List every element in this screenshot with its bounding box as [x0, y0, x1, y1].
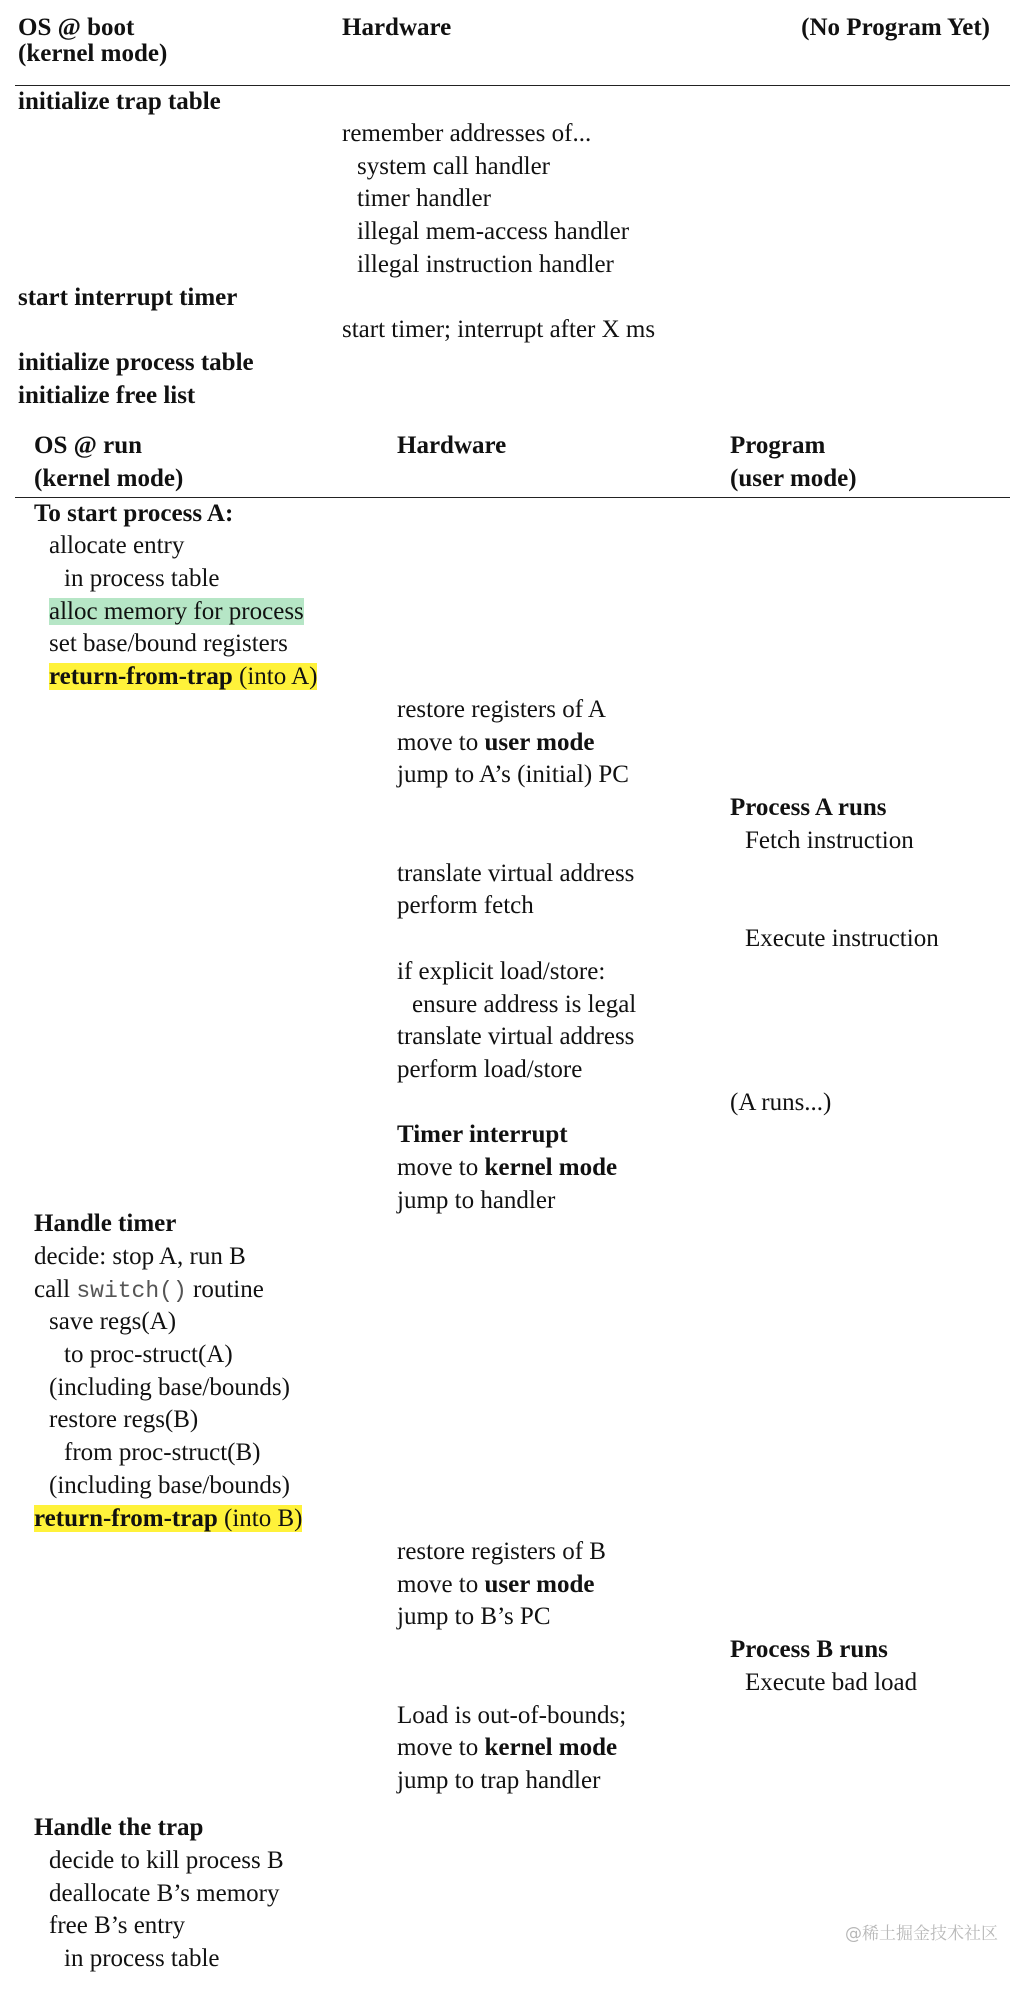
os-row: from proc-struct(B): [64, 1439, 261, 1466]
yellow-highlight: [34, 1505, 302, 1532]
run-os-header: OS @ run: [34, 432, 143, 459]
os-row: to proc-struct(A): [64, 1341, 233, 1368]
hw-row: jump to A’s (initial) PC: [397, 761, 629, 788]
os-row: restore regs(B): [49, 1406, 199, 1433]
prog-row: (A runs...): [730, 1089, 832, 1116]
prog-row: Execute bad load: [745, 1669, 918, 1696]
hw-row: translate virtual address: [397, 1023, 635, 1050]
run-program-header: Program: [730, 432, 826, 459]
os-row: free B’s entry: [49, 1912, 186, 1939]
boot-hw-row: remember addresses of...: [342, 120, 592, 147]
call-prefix: call: [34, 1276, 77, 1303]
os-row: [49, 596, 304, 628]
boot-hw-row: illegal instruction handler: [357, 251, 614, 278]
hw-row: [397, 1732, 617, 1764]
os-row: set base/bound registers: [49, 630, 288, 657]
boot-program-header: (No Program Yet): [801, 14, 990, 41]
os-row: save regs(A): [49, 1308, 177, 1335]
os-row: deallocate B’s memory: [49, 1880, 280, 1907]
boot-os-row: initialize trap table: [18, 88, 221, 115]
os-row: in process table: [64, 565, 220, 592]
boot-hw-row: illegal mem-access handler: [357, 218, 630, 245]
hw-text: move to: [397, 1734, 485, 1761]
hw-timer-interrupt: Timer interrupt: [397, 1121, 568, 1148]
run-program-mode: (user mode): [730, 465, 857, 492]
os-row: in process table: [64, 1945, 220, 1972]
os-row: (including base/bounds): [49, 1472, 290, 1499]
prog-process-b-runs: Process B runs: [730, 1636, 888, 1663]
call-suffix: routine: [186, 1276, 264, 1303]
green-highlight: alloc memory for process: [49, 598, 304, 625]
hw-mode-bold: kernel mode: [484, 1154, 618, 1181]
hw-row: perform fetch: [397, 892, 534, 919]
hw-row: Load is out-of-bounds;: [397, 1702, 627, 1729]
run-hardware-header: Hardware: [397, 432, 507, 459]
boot-os-row: start interrupt timer: [18, 284, 238, 311]
hw-mode-bold: kernel mode: [484, 1734, 618, 1761]
os-handle-the-trap: Handle the trap: [34, 1814, 204, 1841]
os-row: decide: stop A, run B: [34, 1243, 246, 1270]
boot-hw-row: timer handler: [357, 185, 491, 212]
watermark: @稀土掘金技术社区: [845, 1924, 998, 1944]
hw-mode-bold: user mode: [484, 1571, 595, 1598]
hw-row: restore registers of B: [397, 1538, 606, 1565]
hw-row: if explicit load/store:: [397, 958, 606, 985]
run-os-mode: (kernel mode): [34, 465, 184, 492]
rft-target: (into B): [217, 1505, 303, 1532]
hw-text: move to: [397, 1154, 485, 1181]
os-row: decide to kill process B: [49, 1847, 284, 1874]
os-call-switch: [34, 1274, 264, 1306]
boot-os-row: initialize free list: [18, 382, 196, 409]
hw-row: [397, 727, 594, 759]
rft-target: (into A): [232, 663, 318, 690]
hw-row: ensure address is legal: [412, 991, 637, 1018]
code-switch: switch(): [76, 1278, 187, 1304]
hw-row: restore registers of A: [397, 696, 606, 723]
os-handle-timer: Handle timer: [34, 1210, 177, 1237]
os-start-process-a: To start process A:: [34, 500, 234, 527]
boot-os-header: OS @ boot: [18, 14, 135, 41]
os-return-from-trap-a: [49, 661, 317, 693]
hw-text: move to: [397, 729, 485, 756]
hw-mode-bold: user mode: [484, 729, 595, 756]
prog-row: Execute instruction: [745, 925, 939, 952]
hw-row: [397, 1569, 594, 1601]
boot-hardware-header: Hardware: [342, 14, 452, 41]
hw-row: perform load/store: [397, 1056, 583, 1083]
boot-os-mode: (kernel mode): [18, 40, 168, 67]
hw-row: jump to B’s PC: [397, 1603, 551, 1630]
hw-row: jump to trap handler: [397, 1767, 601, 1794]
os-row: allocate entry: [49, 532, 185, 559]
prog-row: Fetch instruction: [745, 827, 914, 854]
os-return-from-trap-b: [34, 1503, 302, 1535]
rft-keyword: return-from-trap: [34, 1505, 218, 1532]
boot-hw-row: start timer; interrupt after X ms: [342, 316, 656, 343]
os-row: (including base/bounds): [49, 1374, 290, 1401]
rft-keyword: return-from-trap: [49, 663, 233, 690]
hw-text: move to: [397, 1571, 485, 1598]
boot-os-row: initialize process table: [18, 349, 254, 376]
hw-row: [397, 1152, 617, 1184]
hw-row: translate virtual address: [397, 860, 635, 887]
prog-process-a-runs: Process A runs: [730, 794, 887, 821]
yellow-highlight: [49, 663, 317, 690]
boot-hw-row: system call handler: [357, 153, 550, 180]
hw-row: jump to handler: [397, 1187, 556, 1214]
